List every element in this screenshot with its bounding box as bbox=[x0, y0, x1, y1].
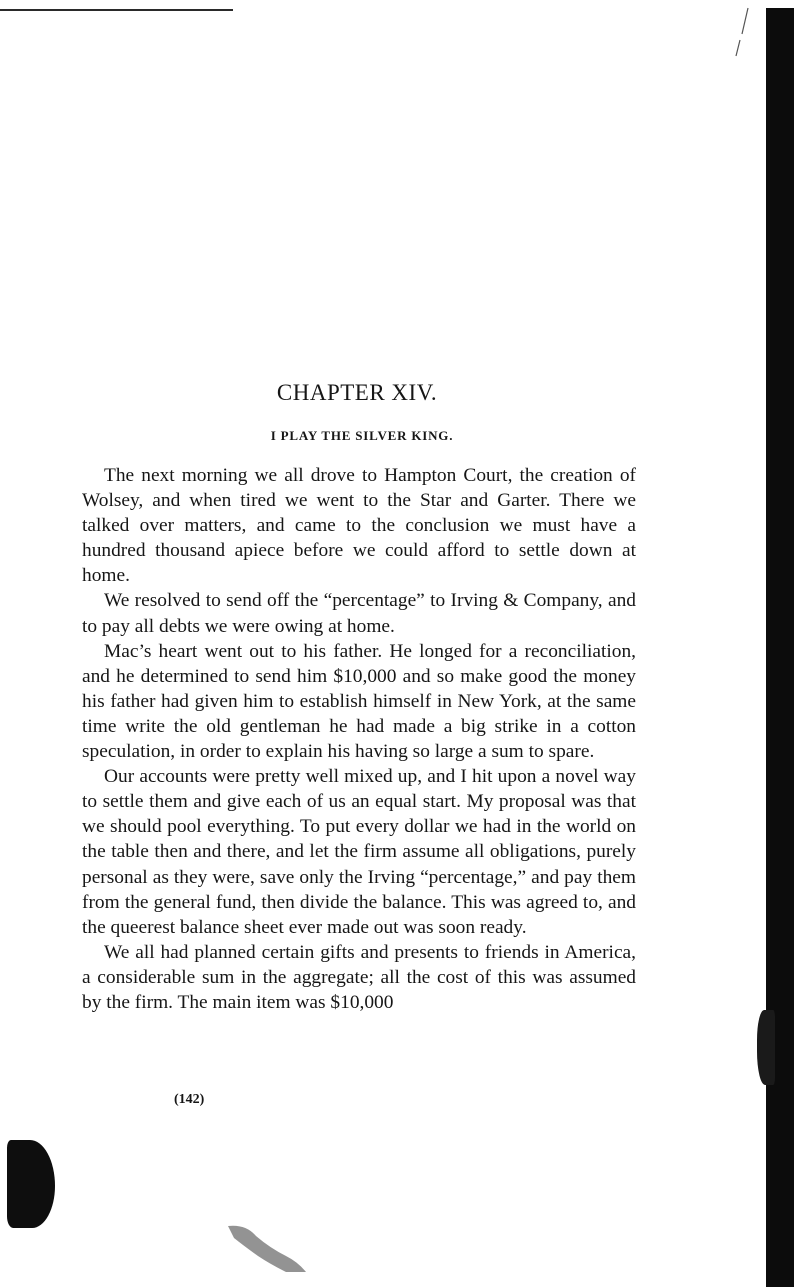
paragraph-2: We resolved to send off the “percentage” to Irving & Company, and to pay all debts we were owing at home. bbox=[82, 590, 636, 637]
paragraph-3: Mac’s heart went out to his father. He longed for a reconciliation, and he determined to send him $10,000 and so make good the money his father had given him to establish himself in New York, at the same time write the old gentleman he had made a big strike in a cotton speculation, in order to explain his having so large a sum to spare. bbox=[82, 640, 636, 763]
page-edge-shadow bbox=[766, 8, 794, 1287]
paragraph-4: Our accounts were pretty well mixed up, and I hit upon a novel way to settle them and give each of us an equal start. My proposal was that we should pool everything. To put every dollar we had in the world on the table then and there, and let the firm assume all obligations, purely personal as they were, save only the Irving “percentage,” and pay them from the general fund, then divide the balance. This was agreed to, and the queerest balance sheet ever made out was soon ready. bbox=[82, 766, 636, 938]
chapter-title: CHAPTER XIV. bbox=[276, 380, 438, 405]
scan-smudge bbox=[226, 1222, 308, 1274]
page-number: (142) bbox=[174, 1092, 205, 1107]
chapter-subtitle: I PLAY THE SILVER KING. bbox=[270, 428, 454, 443]
scan-mark bbox=[728, 6, 752, 58]
body-text bbox=[82, 463, 636, 1015]
paragraph-5: We all had planned certain gifts and presents to friends in America, a considerable sum in the aggregate; all the cost of this was assumed by the firm. The main item was $10,000 bbox=[82, 941, 636, 1013]
top-rule bbox=[0, 9, 233, 11]
scan-blot bbox=[7, 1140, 55, 1228]
paragraph-1: The next morning we all drove to Hampton Court, the creation of Wolsey, and when tired we went to the Star and Garter. There we talked over matters, and came to the conclusion we must have a hundred thousand apiece before we could afford to settle down at home. bbox=[82, 465, 636, 587]
edge-blot bbox=[757, 1010, 775, 1085]
